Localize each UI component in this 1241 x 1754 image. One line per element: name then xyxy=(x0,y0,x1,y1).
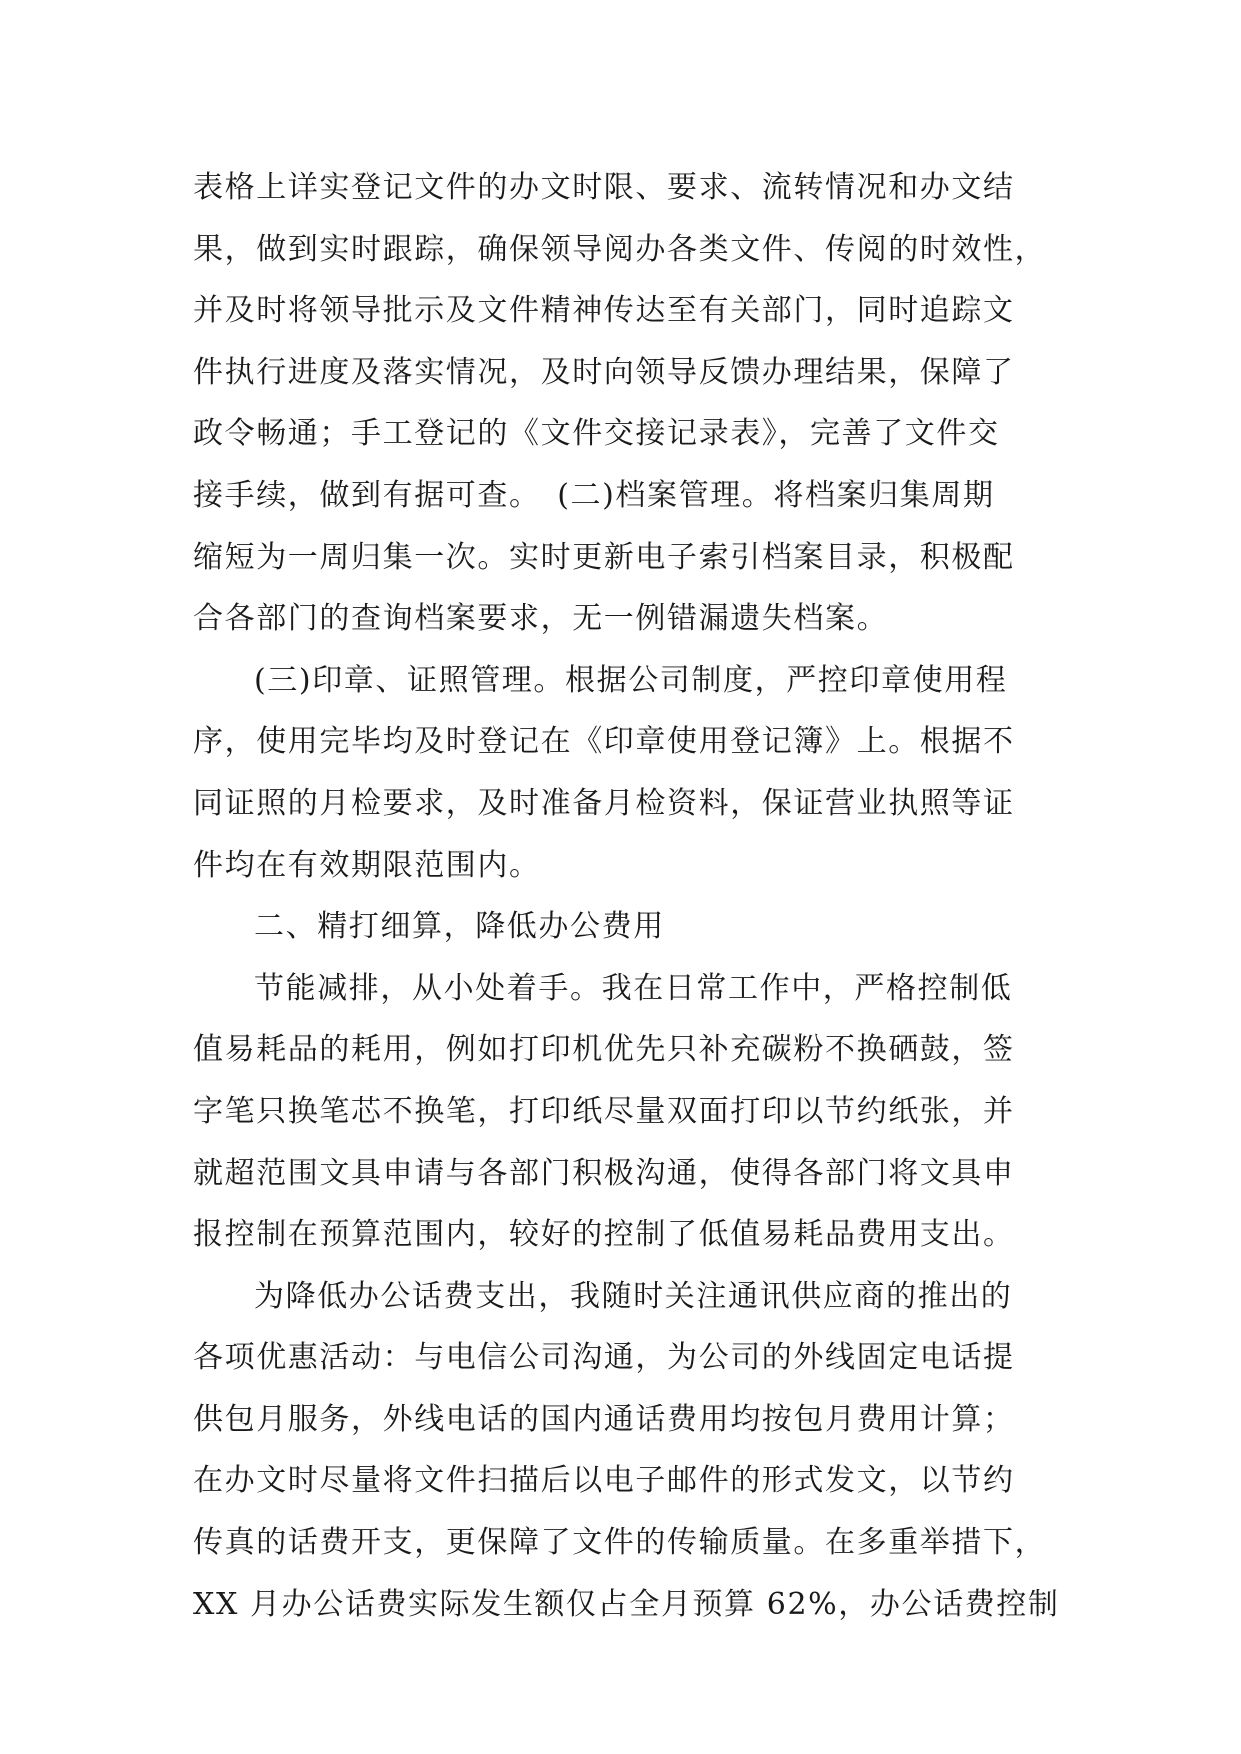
text-line: 件均在有效期限范围内。 xyxy=(193,847,541,883)
section-heading: 二、精打细算，降低办公费用 xyxy=(254,909,665,945)
text-line: 接手续，做到有据可查。 (二)档案管理。将档案归集周期 xyxy=(193,477,995,513)
text-line: 值易耗品的耗用，例如打印机优先只补充碳粉不换硒鼓，签 xyxy=(193,1032,1015,1068)
text-line: 序，使用完毕均及时登记在《印章使用登记簿》上。根据不 xyxy=(193,724,1015,760)
text-line: 同证照的月检要求，及时准备月检资料，保证营业执照等证 xyxy=(193,785,1015,821)
text-line: 各项优惠活动：与电信公司沟通，为公司的外线固定电话提 xyxy=(193,1340,1015,1376)
text-line: 在办文时尽量将文件扫描后以电子邮件的形式发文，以节约 xyxy=(193,1463,1015,1499)
text-line: 政令畅通；手工登记的《文件交接记录表》，完善了文件交 xyxy=(193,416,1000,452)
paragraph-first-line: 为降低办公话费支出，我随时关注通讯供应商的推出的 xyxy=(254,1278,1013,1314)
paragraph-first-line: 节能减排，从小处着手。我在日常工作中，严格控制低 xyxy=(254,970,1013,1006)
text-line: 果，做到实时跟踪，确保领导阅办各类文件、传阅的时效性， xyxy=(193,231,1047,267)
text-line: 传真的话费开支，更保障了文件的传输质量。在多重举措下， xyxy=(193,1525,1047,1561)
document-body xyxy=(193,157,1060,1635)
text-line: 表格上详实登记文件的办文时限、要求、流转情况和办文结 xyxy=(193,170,1015,205)
paragraph-first-line: (三)印章、证照管理。根据公司制度，严控印章使用程 xyxy=(254,662,1008,698)
text-line: 就超范围文具申请与各部门积极沟通，使得各部门将文具申 xyxy=(193,1155,1015,1191)
text-line: XX 月办公话费实际发生额仅占全月预算 62%，办公话费控制 xyxy=(193,1586,1060,1622)
text-line: 字笔只换笔芯不换笔，打印纸尽量双面打印以节约纸张，并 xyxy=(193,1093,1015,1129)
text-line: 件执行进度及落实情况，及时向领导反馈办理结果，保障了 xyxy=(193,354,1015,390)
text-line: 报控制在预算范围内，较好的控制了低值易耗品费用支出。 xyxy=(193,1217,1015,1253)
text-line: 并及时将领导批示及文件精神传达至有关部门，同时追踪文 xyxy=(193,293,1015,329)
text-line: 缩短为一周归集一次。实时更新电子索引档案目录，积极配 xyxy=(193,539,1015,575)
text-line: 供包月服务，外线电话的国内通话费用均按包月费用计算； xyxy=(193,1401,1015,1437)
text-line: 合各部门的查询档案要求，无一例错漏遗失档案。 xyxy=(193,601,889,637)
